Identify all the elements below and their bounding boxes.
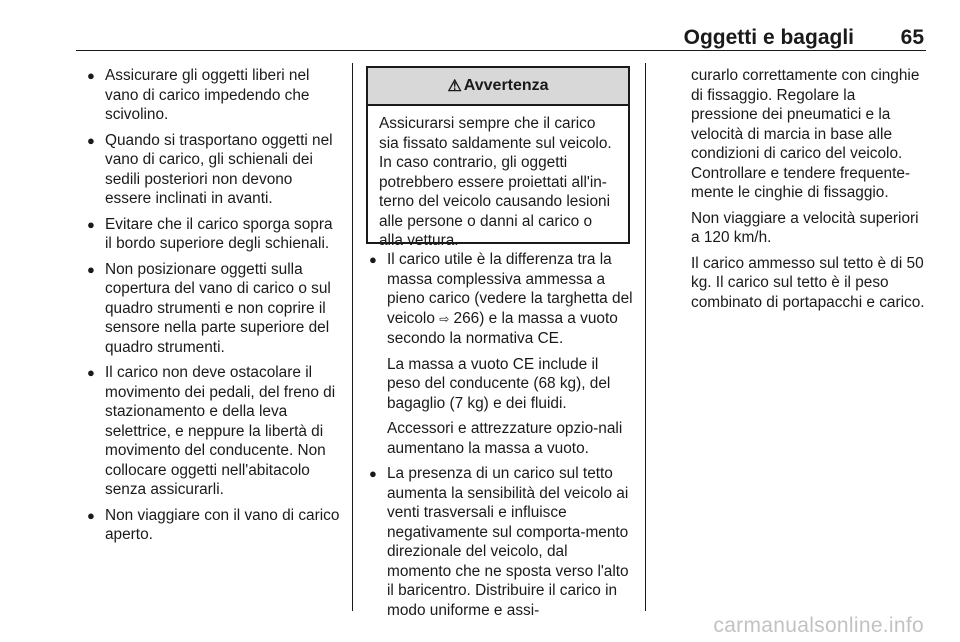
warning-title: Avvertenza bbox=[463, 77, 549, 94]
page-number: 65 bbox=[900, 26, 924, 49]
paragraph: Il carico ammesso sul tetto è di 50 kg. Il carico sul tetto è il peso combinato di portapacchi e carico. bbox=[691, 254, 925, 311]
column-divider-left bbox=[352, 63, 353, 611]
bullet-icon: ● bbox=[87, 507, 95, 523]
watermark: carmanualsonline.info bbox=[713, 614, 924, 637]
list-item: ● Il carico non deve ostacolare il movimento dei pedali, del freno di stazionamento e della leva selettrice, e neppure la libertà di movimento del conducente. Non collocare oggetti nell'abitacolo senza assicurarli. bbox=[87, 364, 336, 498]
bullet-icon: ● bbox=[87, 68, 95, 83]
warning-box bbox=[366, 66, 630, 249]
paragraph: curarlo correttamente con cinghie di fissaggio. Regolare la pressione dei pneumatici e la velocità di marcia in base alle condizioni di carico del veicolo. Controllare e tendere frequente-mente le cinghie di fissaggio. bbox=[691, 67, 920, 201]
bullet-icon: ● bbox=[87, 216, 95, 232]
column-divider-right bbox=[645, 63, 646, 611]
sub-paragraph: La massa a vuoto CE include il peso del conducente (68 kg), del bagaglio (7 kg) e dei fluidi. bbox=[387, 355, 611, 412]
bullet-list-2 bbox=[366, 250, 634, 620]
bullet-icon: ● bbox=[87, 261, 95, 277]
header-rule bbox=[76, 50, 926, 51]
sub-paragraph: Accessori e attrezzature opzio-nali aumentano la massa a vuoto. bbox=[387, 420, 623, 457]
column-1 bbox=[84, 66, 342, 551]
list-item: ● Non posizionare oggetti sulla copertura del vano di carico o sul quadro strumenti e non coprire il sensore nella parte superiore del quadro strumenti. bbox=[87, 260, 331, 356]
bullet-icon: ● bbox=[87, 132, 95, 148]
warning-text: Assicurarsi sempre che il carico sia fissato saldamente sul veicolo. In caso contrario, gli oggetti potrebbero essere proiettati all'in-terno del veicolo causando lesioni alle persone o danni al carico o alla vettura. bbox=[379, 115, 612, 249]
paragraph: Non viaggiare a velocità superiori a 120 km/h. bbox=[691, 209, 919, 246]
bullet-icon: ● bbox=[369, 466, 377, 481]
section-title: Oggetti e bagagli bbox=[683, 26, 854, 49]
column-3 bbox=[691, 66, 925, 318]
column-2 bbox=[366, 250, 634, 626]
bullet-icon: ● bbox=[87, 365, 95, 380]
list-item: ● Il carico utile è la differenza tra la massa complessiva ammessa a pieno carico (vedere la targhetta del veicolo ⇨ 266) e la massa a vuoto secondo la normativa CE. La massa a vuoto CE include il peso del conducente (68 kg), del bagaglio (7 kg) e dei fluidi. Accessori e attrezzature opzio-nali aumentano la massa a vuoto. bbox=[369, 251, 633, 457]
warning-icon: ⚠ bbox=[447, 78, 462, 95]
page-header bbox=[0, 0, 960, 56]
list-item: ● Assicurare gli oggetti liberi nel vano di carico impedendo che scivolino. bbox=[87, 67, 310, 123]
list-item: ● La presenza di un carico sul tetto aumenta la sensibilità del veicolo ai venti trasversali e influisce negativamente sul comporta-mento direzionale del veicolo, dal momento che ne sposta verso l'alto il baricentro. Distribuire il carico in modo uniforme e assi- bbox=[369, 465, 629, 619]
page-reference-icon: ⇨ bbox=[439, 311, 450, 326]
list-item: ● Evitare che il carico sporga sopra il bordo superiore degli schienali. bbox=[87, 215, 333, 252]
warning-header bbox=[368, 68, 628, 106]
bullet-list-1 bbox=[84, 66, 342, 545]
list-item: ● Non viaggiare con il vano di carico aperto. bbox=[87, 506, 340, 543]
list-item: ● Quando si trasportano oggetti nel vano di carico, gli schienali dei sedili posteriori non devono essere inclinati in avanti. bbox=[87, 131, 333, 207]
bullet-icon: ● bbox=[369, 252, 377, 267]
